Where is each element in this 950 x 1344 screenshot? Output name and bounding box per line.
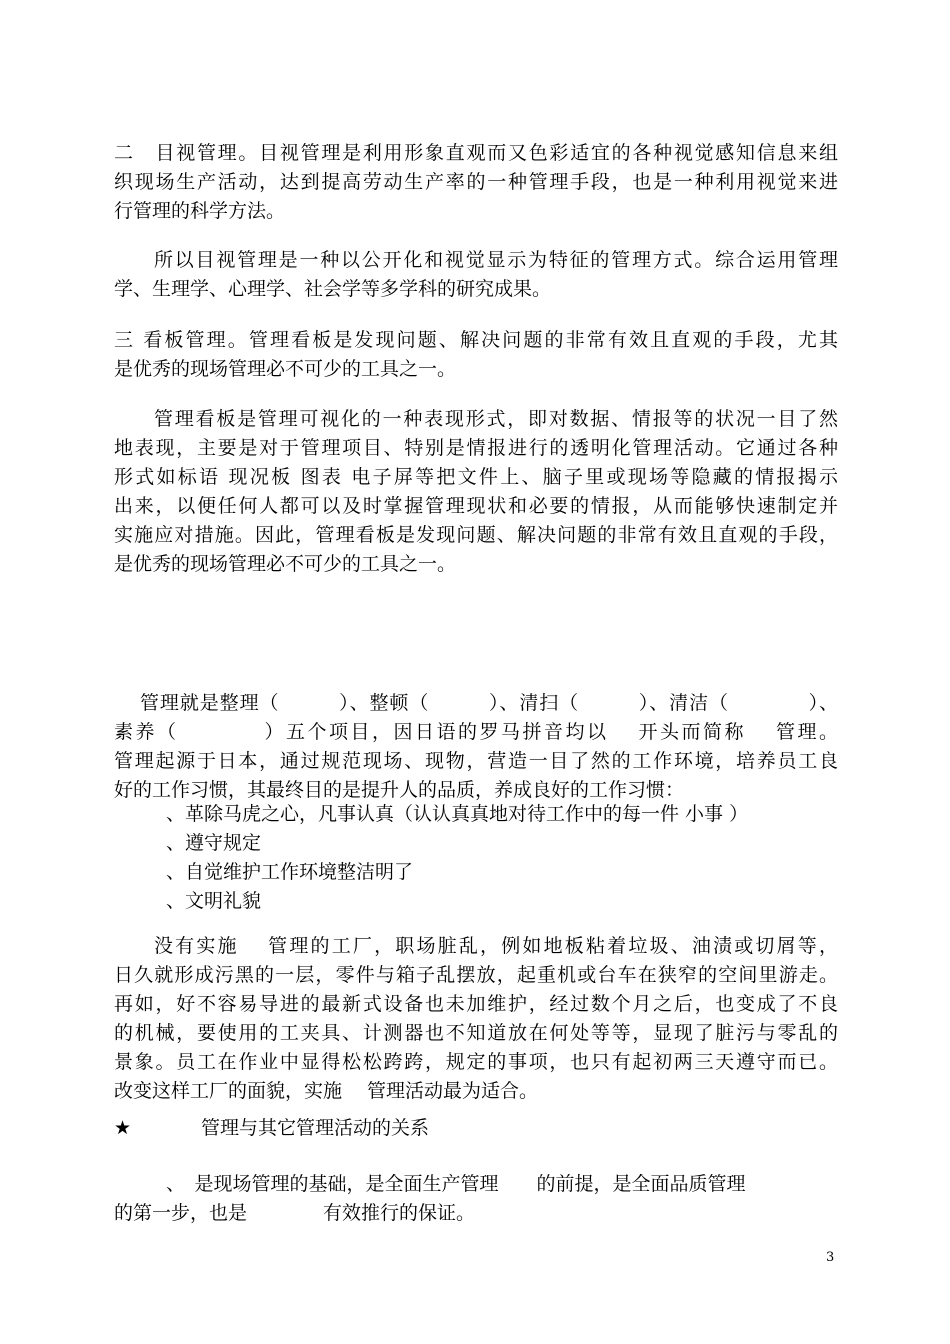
text-line: 再如，好不容易导进的最新式设备也未加维护，经过数个月之后，也变成了不良 <box>114 993 838 1015</box>
text-line: 三 看板管理。管理看板是发现问题、解决问题的非常有效且直观的手段，尤其 <box>114 329 838 351</box>
relation-heading-text: 管理与其它管理活动的关系 <box>201 1117 430 1139</box>
relation-body-paragraph <box>114 1170 838 1228</box>
text-line: 管理就是整理（ ）、整顿（ ）、清扫（ ）、清洁（ ）、 <box>140 692 838 714</box>
section-3-paragraph <box>114 326 838 384</box>
text-line: 织现场生产活动，达到提高劳动生产率的一种管理手段，也是一种利用视觉来进 <box>114 171 838 193</box>
text-line: 没有实施 管理的工厂，职场脏乱，例如地板粘着垃圾、油渍或切屑等， <box>154 935 838 957</box>
list-item: 、革除马虎之心，凡事认真（认认真真地对待工作中的每一件 小事 ） <box>166 803 749 825</box>
relation-heading <box>114 1114 429 1143</box>
text-line: 好的工作习惯，其最终目的是提升人的品质，养成良好的工作习惯： <box>114 779 685 801</box>
section-3-body-paragraph <box>114 405 838 579</box>
text-line: 、 是现场管理的基础，是全面生产管理 的前提，是全面品质管理 <box>166 1173 746 1195</box>
section-2-paragraph <box>114 139 838 226</box>
text-line: 实施应对措施。因此，管理看板是发现问题、解决问题的非常有效且直观的手段， <box>114 524 838 546</box>
text-line: 形式如标语 现况板 图表 电子屏等把文件上、脑子里或现场等隐藏的情报揭示 <box>114 466 838 488</box>
text-line: 是优秀的现场管理必不可少的工具之一。 <box>114 358 457 380</box>
text-line: 素养（ ）五个项目，因日语的罗马拼音均以 开头而简称 管理。 <box>114 721 838 743</box>
text-line: 所以目视管理是一种以公开化和视觉显示为特征的管理方式。综合运用管理 <box>154 249 838 271</box>
text-line: 出来，以便任何人都可以及时掌握管理现状和必要的情报，从而能够快速制定并 <box>114 495 838 517</box>
text-line: 的第一步，也是 有效推行的保证。 <box>114 1202 476 1224</box>
list-item: 、遵守规定 <box>166 832 262 854</box>
text-line: 改变这样工厂的面貌，实施 管理活动最为适合。 <box>114 1080 539 1102</box>
list-item: 、自觉维护工作环境整洁明了 <box>166 861 414 883</box>
text-line: 景象。员工在作业中显得松松跨跨，规定的事项，也只有起初两三天遵守而已。 <box>114 1051 838 1073</box>
no-5s-paragraph <box>114 932 838 1106</box>
text-line: 的机械，要使用的工夹具、计测器也不知道放在何处等等，显现了脏污与零乱的 <box>114 1022 838 1044</box>
text-line: 日久就形成污黑的一层，零件与箱子乱摆放，起重机或台车在狭窄的空间里游走。 <box>114 964 838 986</box>
text-line: 地表现，主要是对于管理项目、特别是情报进行的透明化管理活动。它通过各种 <box>114 437 838 459</box>
text-line: 学、生理学、心理学、社会学等多学科的研究成果。 <box>114 278 552 300</box>
list-item: 、文明礼貌 <box>166 890 262 912</box>
text-line: 二 目视管理。目视管理是利用形象直观而又色彩适宜的各种视觉感知信息来组 <box>114 142 838 164</box>
text-line: 是优秀的现场管理必不可少的工具之一。 <box>114 553 457 575</box>
page-number: 3 <box>826 1250 835 1265</box>
section-2-followup-paragraph <box>114 246 838 304</box>
text-line: 行管理的科学方法。 <box>114 200 286 222</box>
star-icon: ★ <box>114 1117 132 1139</box>
goals-list <box>114 800 838 916</box>
five-s-intro-paragraph <box>114 689 838 805</box>
text-line: 管理起源于日本，通过规范现场、现物，营造一目了然的工作环境，培养员工良 <box>114 750 838 772</box>
text-line: 管理看板是管理可视化的一种表现形式，即对数据、情报等的状况一目了然 <box>154 408 838 430</box>
